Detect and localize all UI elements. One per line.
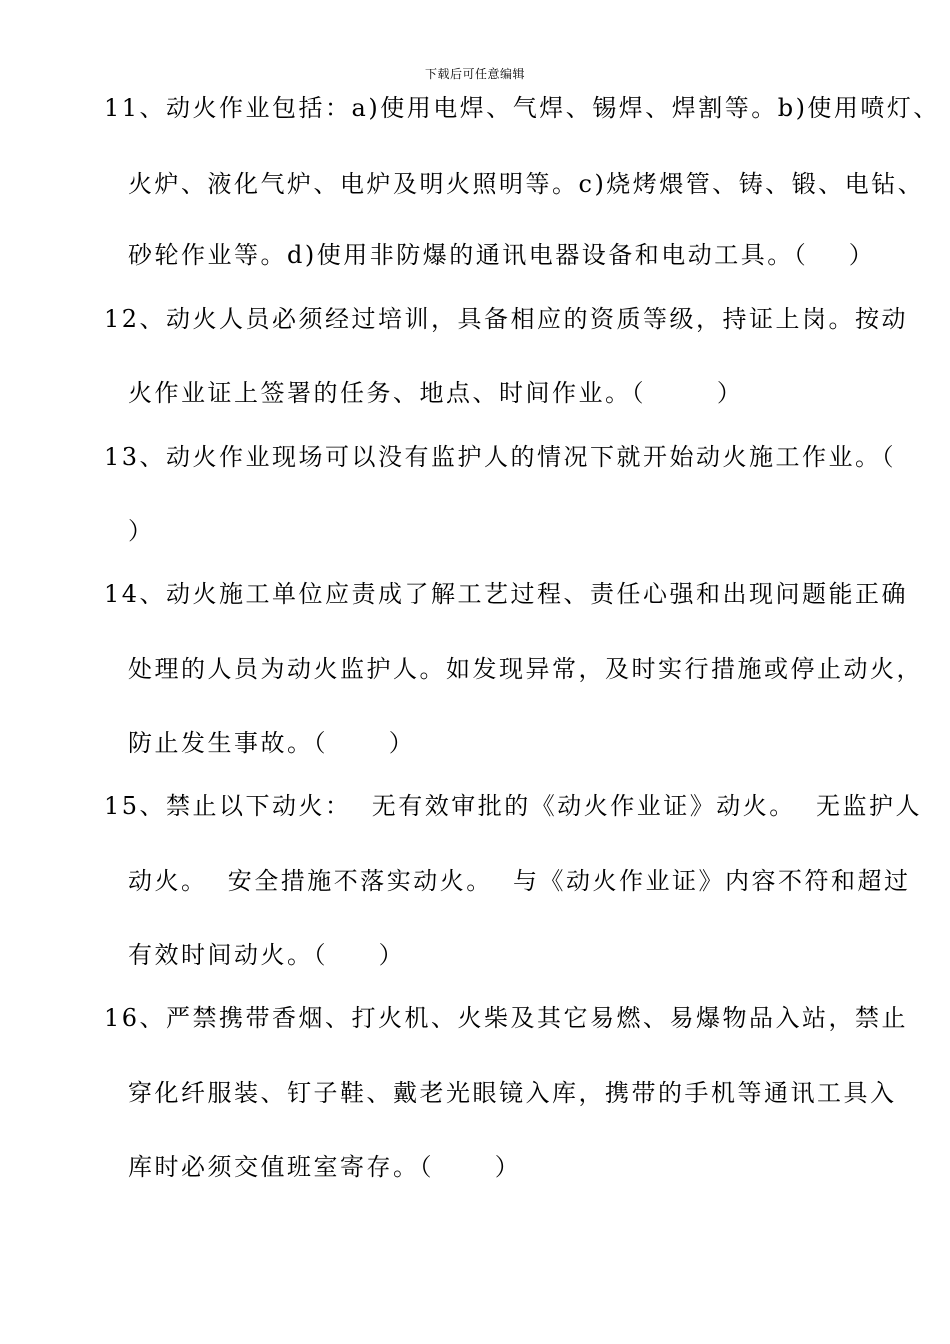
question-11-line-1: 11、动火作业包括：a)使用电焊、气焊、锡焊、焊割等。b)使用喷灯、 — [104, 94, 940, 122]
question-15-line-3: 有效时间动火。（ ） — [128, 941, 406, 969]
question-15-line-1: 15、禁止以下动火： 无有效审批的《动火作业证》动火。 无监护人 — [104, 792, 923, 820]
question-16-line-1: 16、严禁携带香烟、打火机、火柴及其它易燃、易爆物品入站，禁止 — [104, 1004, 909, 1032]
question-16-line-3: 库时必须交值班室寄存。（ ） — [128, 1153, 522, 1181]
question-13-line-2: ） — [128, 517, 155, 545]
question-15-line-2: 动火。 安全措施不落实动火。 与《动火作业证》内容不符和超过 — [128, 867, 911, 895]
question-14-line-2: 处理的人员为动火监护人。如发现异常，及时实行措施或停止动火， — [128, 655, 923, 683]
question-14-line-3: 防止发生事故。（ ） — [128, 729, 416, 757]
question-16-line-2: 穿化纤服装、钉子鞋、戴老光眼镜入库，携带的手机等通讯工具入 — [128, 1079, 897, 1107]
question-13-line-1: 13、动火作业现场可以没有监护人的情况下就开始动火施工作业。（ — [104, 443, 897, 471]
question-11-line-2: 火炉、液化气炉、电炉及明火照明等。c)烧烤煨管、铸、锻、电钻、 — [128, 170, 925, 198]
question-12-line-1: 12、动火人员必须经过培训，具备相应的资质等级，持证上岗。按动 — [104, 305, 909, 333]
page-header: 下载后可任意编辑 — [424, 67, 525, 81]
question-12-line-2: 火作业证上签署的任务、地点、时间作业。（ ） — [128, 379, 744, 407]
question-11-line-3: 砂轮作业等。d)使用非防爆的通讯电器设备和电动工具。（ ） — [128, 241, 876, 269]
question-14-line-1: 14、动火施工单位应责成了解工艺过程、责任心强和出现问题能正确 — [104, 580, 909, 608]
